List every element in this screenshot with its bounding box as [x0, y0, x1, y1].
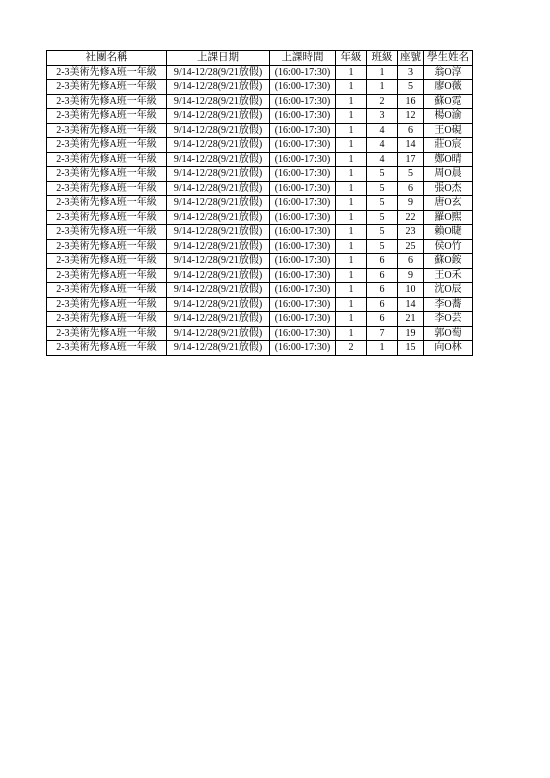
cell-student-name: 張O杰	[424, 181, 473, 196]
cell-student-name: 廖O薇	[424, 80, 473, 95]
cell-class-dates: 9/14-12/28(9/21放假)	[167, 326, 270, 341]
cell-class-time: (16:00-17:30)	[270, 196, 336, 211]
cell-grade: 1	[336, 210, 367, 225]
cell-class: 5	[367, 196, 398, 211]
table-row	[47, 239, 473, 254]
cell-grade: 1	[336, 109, 367, 124]
cell-class-dates: 9/14-12/28(9/21放假)	[167, 123, 270, 138]
table-row	[47, 109, 473, 124]
cell-club-name: 2-3美術先修A班一年級	[47, 167, 167, 182]
cell-club-name: 2-3美術先修A班一年級	[47, 312, 167, 327]
cell-class-dates: 9/14-12/28(9/21放假)	[167, 80, 270, 95]
cell-student-name: 羅O熙	[424, 210, 473, 225]
cell-student-name: 鄭O晴	[424, 152, 473, 167]
cell-class-time: (16:00-17:30)	[270, 225, 336, 240]
cell-class-time: (16:00-17:30)	[270, 181, 336, 196]
cell-seat-number: 3	[398, 65, 424, 80]
cell-student-name: 郭O萄	[424, 326, 473, 341]
cell-grade: 1	[336, 196, 367, 211]
cell-class-time: (16:00-17:30)	[270, 123, 336, 138]
cell-seat-number: 17	[398, 152, 424, 167]
cell-seat-number: 14	[398, 138, 424, 153]
cell-club-name: 2-3美術先修A班一年級	[47, 138, 167, 153]
cell-class-time: (16:00-17:30)	[270, 312, 336, 327]
cell-seat-number: 6	[398, 254, 424, 269]
cell-student-name: 蘇O銨	[424, 254, 473, 269]
cell-seat-number: 25	[398, 239, 424, 254]
table-row	[47, 181, 473, 196]
cell-class-dates: 9/14-12/28(9/21放假)	[167, 196, 270, 211]
cell-student-name: 莊O宸	[424, 138, 473, 153]
cell-class-dates: 9/14-12/28(9/21放假)	[167, 109, 270, 124]
cell-student-name: 李O蕎	[424, 297, 473, 312]
cell-seat-number: 15	[398, 341, 424, 356]
cell-seat-number: 19	[398, 326, 424, 341]
cell-class: 4	[367, 152, 398, 167]
cell-club-name: 2-3美術先修A班一年級	[47, 109, 167, 124]
cell-grade: 1	[336, 297, 367, 312]
cell-class-dates: 9/14-12/28(9/21放假)	[167, 210, 270, 225]
cell-class: 5	[367, 225, 398, 240]
cell-club-name: 2-3美術先修A班一年級	[47, 94, 167, 109]
cell-seat-number: 9	[398, 268, 424, 283]
table-body	[47, 65, 473, 355]
cell-class-time: (16:00-17:30)	[270, 210, 336, 225]
cell-class: 6	[367, 254, 398, 269]
cell-class-time: (16:00-17:30)	[270, 109, 336, 124]
cell-grade: 2	[336, 341, 367, 356]
header-seat-number: 座號	[398, 51, 424, 66]
cell-class: 6	[367, 283, 398, 298]
cell-class-dates: 9/14-12/28(9/21放假)	[167, 312, 270, 327]
cell-grade: 1	[336, 94, 367, 109]
cell-class-dates: 9/14-12/28(9/21放假)	[167, 268, 270, 283]
table-row	[47, 167, 473, 182]
cell-class: 1	[367, 341, 398, 356]
cell-grade: 1	[336, 239, 367, 254]
cell-class-dates: 9/14-12/28(9/21放假)	[167, 167, 270, 182]
cell-grade: 1	[336, 167, 367, 182]
table-row	[47, 80, 473, 95]
cell-club-name: 2-3美術先修A班一年級	[47, 123, 167, 138]
cell-class-time: (16:00-17:30)	[270, 254, 336, 269]
cell-student-name: 楊O渝	[424, 109, 473, 124]
cell-grade: 1	[336, 254, 367, 269]
cell-class: 5	[367, 167, 398, 182]
cell-class-time: (16:00-17:30)	[270, 326, 336, 341]
table-row	[47, 254, 473, 269]
table-row	[47, 225, 473, 240]
cell-student-name: 蘇O霓	[424, 94, 473, 109]
cell-grade: 1	[336, 283, 367, 298]
cell-club-name: 2-3美術先修A班一年級	[47, 210, 167, 225]
cell-grade: 1	[336, 152, 367, 167]
cell-class: 5	[367, 210, 398, 225]
cell-class-time: (16:00-17:30)	[270, 152, 336, 167]
table-row	[47, 65, 473, 80]
cell-class-dates: 9/14-12/28(9/21放假)	[167, 297, 270, 312]
header-row	[47, 51, 473, 66]
cell-class-time: (16:00-17:30)	[270, 283, 336, 298]
cell-class-time: (16:00-17:30)	[270, 138, 336, 153]
cell-class: 6	[367, 268, 398, 283]
cell-grade: 1	[336, 268, 367, 283]
cell-class-dates: 9/14-12/28(9/21放假)	[167, 341, 270, 356]
header-class-dates: 上課日期	[167, 51, 270, 66]
cell-class-time: (16:00-17:30)	[270, 239, 336, 254]
table-row	[47, 152, 473, 167]
cell-class: 5	[367, 239, 398, 254]
cell-student-name: 王O硯	[424, 123, 473, 138]
cell-class-dates: 9/14-12/28(9/21放假)	[167, 283, 270, 298]
cell-club-name: 2-3美術先修A班一年級	[47, 65, 167, 80]
cell-club-name: 2-3美術先修A班一年級	[47, 268, 167, 283]
cell-class-time: (16:00-17:30)	[270, 268, 336, 283]
cell-grade: 1	[336, 225, 367, 240]
cell-class-time: (16:00-17:30)	[270, 94, 336, 109]
cell-class: 1	[367, 80, 398, 95]
table-row	[47, 283, 473, 298]
table-row	[47, 326, 473, 341]
cell-class: 5	[367, 181, 398, 196]
header-student-name: 學生姓名	[424, 51, 473, 66]
cell-class-time: (16:00-17:30)	[270, 297, 336, 312]
cell-student-name: 李O芸	[424, 312, 473, 327]
cell-club-name: 2-3美術先修A班一年級	[47, 254, 167, 269]
cell-club-name: 2-3美術先修A班一年級	[47, 239, 167, 254]
table-row	[47, 312, 473, 327]
cell-seat-number: 5	[398, 80, 424, 95]
cell-class-dates: 9/14-12/28(9/21放假)	[167, 225, 270, 240]
club-roster-table	[46, 50, 473, 356]
cell-seat-number: 22	[398, 210, 424, 225]
cell-student-name: 沈O辰	[424, 283, 473, 298]
cell-club-name: 2-3美術先修A班一年級	[47, 341, 167, 356]
table-row	[47, 94, 473, 109]
cell-class: 2	[367, 94, 398, 109]
cell-club-name: 2-3美術先修A班一年級	[47, 297, 167, 312]
cell-club-name: 2-3美術先修A班一年級	[47, 152, 167, 167]
header-club-name: 社團名稱	[47, 51, 167, 66]
cell-class: 4	[367, 138, 398, 153]
cell-student-name: 翁O淳	[424, 65, 473, 80]
cell-class-dates: 9/14-12/28(9/21放假)	[167, 254, 270, 269]
cell-club-name: 2-3美術先修A班一年級	[47, 225, 167, 240]
cell-student-name: 王O禾	[424, 268, 473, 283]
cell-grade: 1	[336, 123, 367, 138]
cell-seat-number: 23	[398, 225, 424, 240]
cell-seat-number: 14	[398, 297, 424, 312]
cell-class-dates: 9/14-12/28(9/21放假)	[167, 138, 270, 153]
cell-class-dates: 9/14-12/28(9/21放假)	[167, 65, 270, 80]
cell-class-time: (16:00-17:30)	[270, 167, 336, 182]
cell-grade: 1	[336, 326, 367, 341]
cell-class: 6	[367, 312, 398, 327]
header-grade: 年級	[336, 51, 367, 66]
cell-class-dates: 9/14-12/28(9/21放假)	[167, 239, 270, 254]
table-row	[47, 138, 473, 153]
cell-class-time: (16:00-17:30)	[270, 341, 336, 356]
table-row	[47, 210, 473, 225]
header-class-time: 上課時間	[270, 51, 336, 66]
cell-club-name: 2-3美術先修A班一年級	[47, 181, 167, 196]
table-row	[47, 341, 473, 356]
cell-class: 1	[367, 65, 398, 80]
cell-club-name: 2-3美術先修A班一年級	[47, 326, 167, 341]
cell-student-name: 周O晨	[424, 167, 473, 182]
cell-grade: 1	[336, 80, 367, 95]
cell-grade: 1	[336, 65, 367, 80]
cell-class: 6	[367, 297, 398, 312]
cell-grade: 1	[336, 181, 367, 196]
cell-class: 4	[367, 123, 398, 138]
cell-seat-number: 21	[398, 312, 424, 327]
cell-club-name: 2-3美術先修A班一年級	[47, 196, 167, 211]
cell-seat-number: 6	[398, 123, 424, 138]
table-row	[47, 123, 473, 138]
cell-seat-number: 10	[398, 283, 424, 298]
cell-class: 7	[367, 326, 398, 341]
cell-seat-number: 16	[398, 94, 424, 109]
cell-seat-number: 12	[398, 109, 424, 124]
cell-grade: 1	[336, 312, 367, 327]
cell-club-name: 2-3美術先修A班一年級	[47, 80, 167, 95]
cell-student-name: 向O林	[424, 341, 473, 356]
cell-club-name: 2-3美術先修A班一年級	[47, 283, 167, 298]
cell-class-time: (16:00-17:30)	[270, 80, 336, 95]
header-class: 班級	[367, 51, 398, 66]
cell-student-name: 賴O睫	[424, 225, 473, 240]
cell-class-dates: 9/14-12/28(9/21放假)	[167, 152, 270, 167]
cell-class-time: (16:00-17:30)	[270, 65, 336, 80]
cell-class-dates: 9/14-12/28(9/21放假)	[167, 94, 270, 109]
table-row	[47, 196, 473, 211]
cell-seat-number: 6	[398, 181, 424, 196]
table-row	[47, 297, 473, 312]
cell-student-name: 侯O竹	[424, 239, 473, 254]
cell-class-dates: 9/14-12/28(9/21放假)	[167, 181, 270, 196]
cell-student-name: 唐O玄	[424, 196, 473, 211]
cell-class: 3	[367, 109, 398, 124]
cell-seat-number: 5	[398, 167, 424, 182]
table-row	[47, 268, 473, 283]
cell-grade: 1	[336, 138, 367, 153]
cell-seat-number: 9	[398, 196, 424, 211]
